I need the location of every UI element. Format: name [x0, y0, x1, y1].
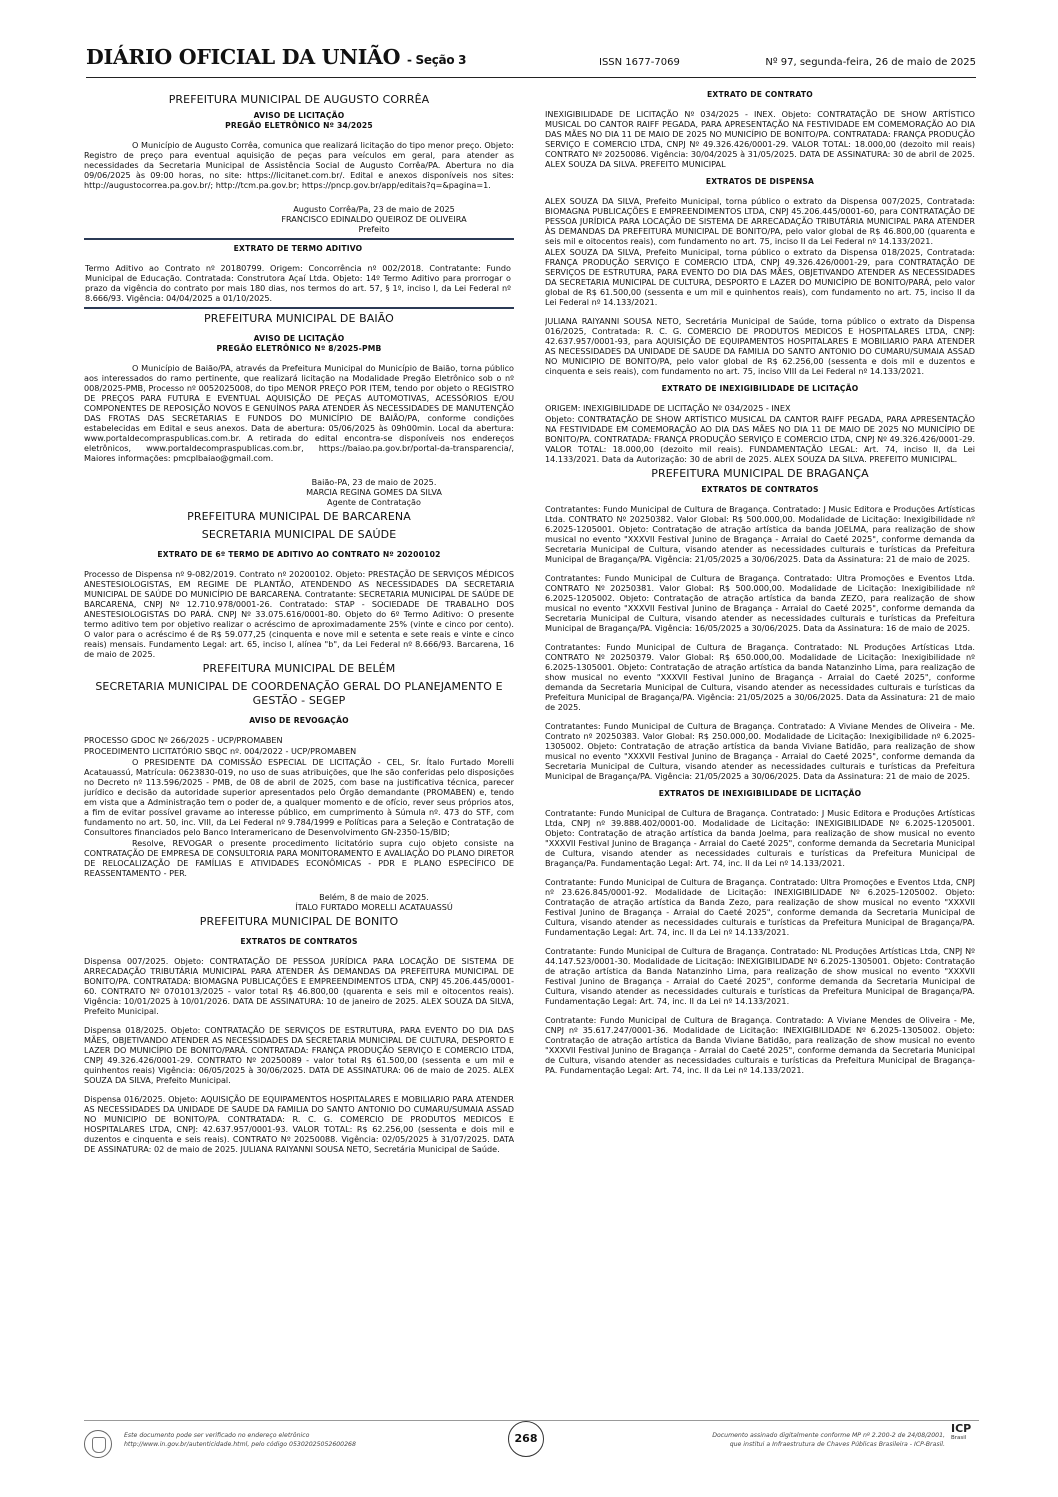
verification-line: Este documento pode ser verificado no endereço eletrônico [124, 1432, 310, 1439]
notice-body: Processo de Dispensa nº 9-082/2019. Contrato nº 20200102. Objeto: PRESTAÇÃO DE SERVIÇOS MÉDICOS ANESTESIOLOGISTAS, EM REGIME DE PLANTÃO, ATENDENDO AS NECESSIDADES DA SECRETARIA MUNICIPAL DE SAÚDE DO MUNICÍPIO DE BARCARENA. Contratante: SECRETARIA MUNICIPAL DE SAÚDE DE BARCARENA, CNPJ Nº 12.710.978/0001-26. Contratado: STAP - SOCIEDADE DE TRABALHO DOS ANESTESIOLOGISTAS DO PARÁ. CNPJ Nº 33.075.616/0001-80. Objeto do 6º Termo Aditivo: O presente termo aditivo tem por objetivo realizar o acréscimo de aproximadamente 25% (vinte e cinco por cento). O valor para o acréscimo é de R$ 59.077,25 (cinquenta e nove mil e setenta e sete reais e vinte e cinco reais) mensais. Fundamento Legal: art. 65, inciso I, alínea "b", da Lei Federal nº 8.666/93. Barcarena, 16 de maio de 2025. [84, 569, 514, 659]
notice-body: O PRESIDENTE DA COMISSÃO ESPECIAL DE LICITAÇÃO - CEL, Sr. Ítalo Furtado Morelli Acatauassú, Matrícula: 0623830-019, no uso de suas atribuições, que lhe são conferidas pelo disposições no Decreto nº 113.596/2025 - PMB, de 08 de abril de 2025, com base na justificativa técnica, parecer jurídico e decisão da autoridade superior apresentados pelo Órgão demandante (PROMABEN) e, tendo em vista que a Administração tem o poder de, a qualquer momento e de ofício, rever seus próprios atos, a fim de evitar possível gravame ao interesse público, em cumprimento à Súmula nº. 473 do STF, com fundamento no art. 50, inc. VIII, da Lei Federal nº 9.784/1999 e Políticas para a Seleção e Contratação de Consultores financiados pelo Banco Interamericano de Desenvolvimento GN-2350-15/BID; [84, 757, 514, 837]
contract-extract: Dispensa 016/2025. Objeto: AQUISIÇÃO DE EQUIPAMENTOS HOSPITALARES E MOBILIARIO PARA ATENDER AS NECESSIDADES DA UNIDADE DE SAUDE DA FAMILIA DO SANTO ANTONIO DO CUMARU/SUMAIA ASSAD NO MUNICIPIO DE BONITO/PA. CONTRATADA: R. C. G. COMERCIO DE PRODUTOS MEDICOS E HOSPITALARES LTDA, CNPJ: 42.637.957/0001-93. VALOR TOTAL: R$ 62.256,00 (sessenta e dois mil e duzentos e cinquenta e seis reais). CONTRATO Nº 20250088. Vigência: 02/05/2025 à 31/07/2025. DATA DE ASSINATURA: 02 de maio de 2025. JULIANA RAIYANNI SOUSA NETO, Secretária Municipal de Saúde. [84, 1094, 514, 1154]
notice-heading: EXTRATOS DE CONTRATOS [240, 937, 358, 946]
notice-heading: EXTRATO DE CONTRATO [707, 90, 813, 99]
extract-heading: EXTRATO DE TERMO ADITIVO [233, 244, 363, 253]
highlighted-extract [84, 238, 514, 309]
issn: ISSN 1677-7069 [599, 57, 680, 68]
signature-place-date: Augusto Corrêa/Pa, 23 de maio de 2025 [293, 204, 455, 214]
inexigibility-extract: Contratante: Fundo Municipal de Cultura de Bragança. Contratado: Ultra Promoções e Eventos Ltda, CNPJ nº 23.626.845/0001-92. Modalidade de Licitação: INEXIGIBILIDADE Nº 6.2025-1205002. Objeto: Contratação de atração artística da Banda Zezo, para realização de show musical no evento "XXXVII Festival Junino de Bragança - Arraial do Caeté 2025", conforme demanda da Secretaria Municipal de Cultura, visando atender as necessidades culturais e turísticas da Prefeitura Municipal de Bragança/PA. Fundamentação Legal: Art. 74, inc. II da Lei nº 14.133/2021. [545, 877, 975, 937]
right-column [545, 90, 975, 1415]
extract-body: Termo Aditivo ao Contrato nº 20180799. Origem: Concorrência nº 002/2018. Contratante: Fundo Municipal de Educação. Contratada: Construtora Açaí Ltda. Objeto: 14º Termo Aditivo para prorrogar o prazo da vigência do contrato por mais 180 dias, nos termos do art. 57, § 1º, inciso I, da Lei Federal nº 8.666/93. Vigência: 04/04/2025 a 01/10/2025. [85, 263, 511, 303]
notice-augusto-correa [84, 93, 514, 309]
page-footer [84, 1420, 979, 1464]
notice-heading: EXTRATO DE 6º TERMO DE ADITIVO AO CONTRATO Nº 20200102 [157, 550, 441, 559]
contract-extract: Dispensa 007/2025. Objeto: CONTRATAÇÃO DE PESSOA JURÍDICA PARA LOCAÇÃO DE SISTEMA DE ARRECADAÇÃO TRIBUTÁRIA MUNICIPAL PARA ATENDER ÀS DEMANDAS DA PREFEITURA MUNICIPAL DE BONITO/PA. CONTRATADA: BIOMAGNA PUBLICAÇÕES E EMPREENDIMENTOS LTDA, CNPJ 45.206.445/0001-60. CONTRATO Nº 0701013/2025 - valor total R$ 46.800,00 (quarenta e seis mil e oitocentos reais). Vigência: 10/01/2025 à 10/01/2026. DATA DE ASSINATURA: 10 de janeiro de 2025. ALEX SOUZA DA SILVA, Prefeito Municipal. [84, 956, 514, 1016]
notice-heading: EXTRATOS DE INEXIGIBILIDADE DE LICITAÇÃO [658, 789, 862, 798]
signature-place-date: Belém, 8 de maio de 2025. [319, 892, 429, 902]
masthead [86, 45, 976, 78]
inexigibility-extract: Contratante: Fundo Municipal de Cultura de Bragança. Contratado: J Music Editora e Produções Artísticas Ltda, CNPJ nº 39.888.402/0001-00. Modalidade de Licitação: INEXIGIBILIDADE Nº 6.2025-1205001. Objeto: Contratação de atração artística da banda Joelma, para realização de show musical no evento "XXXVII Festival Junino de Bragança - Arraial do Caeté 2025", conforme demanda da Secretaria Municipal de Cultura, visando atender as necessidades culturais e turísticas da Prefeitura Municipal de Bragança/Pa. Fundamentação Legal: Art. 74, inc. II da Lei nº 14.133/2021. [545, 808, 975, 868]
notice-braganca [545, 467, 975, 1075]
dispensa-extract: ALEX SOUZA DA SILVA, Prefeito Municipal, torna público o extrato da Dispensa 007/2025, Contratada: BIOMAGNA PUBLICAÇÕES E EMPREENDIMENTOS LTDA, CNPJ 45.206.445/0001-60, para CONTRATAÇÃO DE PESSOA JURÍDICA PARA LOCAÇÃO DE SISTEMA DE ARRECADAÇÃO TRIBUTÁRIA MUNICIPAL PARA ATENDER ÀS DEMANDAS DA PREFEITURA MUNICIPAL DE BONITO/PA, pelo valor global de R$ 46.800,00 (quarenta e seis mil e oitocentos reais), com fundamento no art. 75, inciso II da Lei Federal nº 14.133/2021. [545, 196, 975, 246]
signature-note-line: que institui a Infraestrutura de Chaves Públicas Brasileira - ICP-Brasil. [729, 1441, 945, 1448]
contract-extract: Contratantes: Fundo Municipal de Cultura de Bragança. Contratado: A Viviane Mendes de Oliveira - Me. Contrato nº 20250383. Valor Global: R$ 250.000,00. Modalidade de Licitação: Inexigibilidade nº 6.2025-1305002. Objeto: Contratação de atração artística da banda Viviane Batidão, para realização de show musical no evento "XXXVII Festival Junino de Bragança - Arraial do Caeté 2025", conforme demanda da Secretaria Municipal de Cultura, visando atender as necessidades culturais e turísticas da Prefeitura Municipal de Bragança/PA. Vigência: 21/05/2025 a 30/06/2025. Data da Assinatura: 21 de maio de 2025. [545, 721, 975, 781]
org-heading: PREFEITURA MUNICIPAL DE BAIÃO [204, 312, 394, 325]
org-heading: PREFEITURA MUNICIPAL DE BELÉM [202, 662, 396, 675]
contract-extract: Contratantes: Fundo Municipal de Cultura de Bragança. Contratado: Ultra Promoções e Eventos Ltda. CONTRATO Nº 20250381. Valor Global: R$ 500.000,00. Modalidade de Licitação: Inexigibilidade nº 6.2025-1205002. Objeto: Contratação de atração artística da banda ZEZO, para realização de show musical no evento "XXXVII Festival Junino de Bragança - Arraial do Caeté 2025", conforme demanda da Secretaria Municipal de Cultura, visando atender as necessidades culturais e turísticas da Prefeitura Municipal de Bragança/PA. Vigência: 16/05/2025 a 30/06/2025. Data da Assinatura: 16 de maio de 2025. [545, 573, 975, 633]
journal-title: DIÁRIO OFICIAL DA UNIÃO - Seção 3 [86, 45, 467, 69]
notice-baiao [84, 312, 514, 507]
signature-role: Prefeito [358, 224, 390, 234]
icp-brasil-logo [951, 1423, 979, 1459]
page-number: 268 [508, 1421, 544, 1457]
notice-heading: AVISO DE REVOGAÇÃO [249, 716, 349, 725]
contract-extract: Dispensa 018/2025. Objeto: CONTRATAÇÃO DE SERVIÇOS DE ESTRUTURA, PARA EVENTO DO DIA DAS MÃES, OBJETIVANDO ATENDER AS NECESSIDADES DA SECRETARIA MUNICIPAL DE CULTURA, DESPORTO E LAZER DO MUNICÍPIO DE BONITO/PARÁ. CONTRATADA: FRANÇA PRODUÇÃO SERVIÇO E COMERCIO LTDA, CNPJ 49.326.426/0001-29. CONTRATO Nº 20250089 - valor total R$ 61.500,00 (sessenta e um mil e quinhentos reais) Vigência: 06/05/2025 à 30/06/2025. DATA DE ASSINATURA: 06 de maio de 2025. ALEX SOUZA DA SILVA, Prefeito Municipal. [84, 1025, 514, 1085]
contract-extract: Contratantes: Fundo Municipal de Cultura de Bragança. Contratado: NL Produções Artísticas Ltda. CONTRATO Nº 20250379. Valor Global: R$ 650.000,00. Modalidade de Licitação: Inexigibilidade nº 6.2025-1305001. Objeto: Contratação de atração artística da banda Natanzinho Lima, para realização de show musical no evento "XXXVII Festival Junino de Bragança - Arraial do Caeté 2025", conforme demanda da Secretaria Municipal de Cultura, visando atender as necessidades culturais e turísticas da Prefeitura Municipal de Bragança/PA. Vigência: 21/05/2025 a 30/06/2025. Data da Assinatura: 21 de maio de 2025. [545, 642, 975, 712]
coat-of-arms-icon [84, 1430, 112, 1458]
icp-logo-text: ICP [951, 1422, 972, 1435]
notice-subheading: PREGÃO ELETRÔNICO Nº 8/2025-PMB [216, 344, 382, 353]
org-subheading: SECRETARIA MUNICIPAL DE COORDENAÇÃO GERAL DO PLANEJAMENTO E GESTÃO - SEGEP [95, 680, 503, 707]
notice-bonito [84, 915, 514, 1154]
notice-heading: EXTRATOS DE DISPENSA [705, 177, 815, 186]
signature-place-date: Baião-PA, 23 de maio de 2025. [311, 477, 437, 487]
notice-heading: AVISO DE LICITAÇÃO [253, 334, 345, 343]
org-heading: PREFEITURA MUNICIPAL DE BONITO [199, 915, 399, 928]
signature-note-line: Documento assinado digitalmente conforme MP nº 2.200-2 de 24/08/2001, [712, 1432, 945, 1439]
signature-name: MARCIA REGINA GOMES DA SILVA [306, 487, 442, 497]
contract-extract: Contratantes: Fundo Municipal de Cultura de Bragança. Contratado: J Music Editora e Produções Artísticas Ltda. CONTRATO Nº 20250382. Valor Global: R$ 500.000,00. Modalidade de Licitação: Inexigibilidade nº 6.2025-1205001. Objeto: Contratação de atração artística da banda JOELMA, para realização de show musical no evento "XXXVII Festival Junino de Bragança - Arraial do Caeté 2025", conforme demanda da Secretaria Municipal de Cultura, visando atender as necessidades culturais e turísticas da Prefeitura Municipal de Bragança/PA. Vigência: 21/05/2025 a 30/06/2025. Data da Assinatura: 21 de maio de 2025. [545, 504, 975, 564]
notice-heading: AVISO DE LICITAÇÃO [253, 111, 345, 120]
procedure-line: PROCEDIMENTO LICITATÓRIO SBQC nº. 004/2022 - UCP/PROMABEN [84, 746, 357, 756]
signature-name: ÍTALO FURTADO MORELLI ACATAUASSÚ [295, 902, 453, 912]
icp-logo-subtext: Brasil [951, 1435, 967, 1441]
notice-heading: EXTRATOS DE CONTRATOS [701, 485, 819, 494]
inexigibility-extract: Contratante: Fundo Municipal de Cultura de Bragança. Contratado: A Viviane Mendes de Oliveira - Me, CNPJ nº 35.617.247/0001-36. Modalidade de Licitação: INEXIGIBILIDADE Nº 6.2025-1305002. Objeto: Contratação de atração artística da Banda Viviane Batidão, para realização de show musical no evento "XXXVII Festival Junino de Bragança - Arraial do Caeté 2025", conforme demanda da Secretaria Municipal de Cultura, visando atender as necessidades culturais e turísticas da Prefeitura Municipal de Bragança-PA. Fundamentação Legal: Art. 74, inc. II da Lei nº 14.133/2021. [545, 1015, 975, 1075]
signature-block [234, 477, 514, 507]
signature-role: Agente de Contratação [327, 497, 421, 507]
dispensa-extract: JULIANA RAIYANNI SOUSA NETO, Secretária Municipal de Saúde, torna público o extrato da Dispensa 016/2025, Contratada: R. C. G. COMERCIO DE PRODUTOS MEDICOS E HOSPITALARES LTDA, CNPJ: 42.637.957/0001-93, para AQUISIÇÃO DE EQUIPAMENTOS HOSPITALARES E MOBILIARIO PARA ATENDER AS NECESSIDADES DA UNIDADE DE SAUDE DA FAMILIA DO SANTO ANTONIO DO CUMARU/SUMAIA ASSAD NO MUNICIPIO DE BONITO/PA, pelo valor global de R$ 62.256,00 (sessenta e dois mil e duzentos e cinquenta e seis reais), com fundamento no art. 75, inciso VIII da Lei Federal nº 14.133/2021. [545, 316, 975, 376]
notice-subheading: PREGÃO ELETRÔNICO Nº 34/2025 [225, 121, 373, 130]
left-column [84, 90, 514, 1415]
section-label: - Seção 3 [407, 53, 467, 67]
notice-body: O Município de Baião/PA, através da Prefeitura Municipal do Município de Baião, torna público aos interessados do ramo pertinente, que realizará licitação na Modalidade Pregão Eletrônico sob o nº 008/2025-PMB, Processo nº 0052025008, do tipo MENOR PREÇO POR ITEM, tendo por objeto o REGISTRO DE PREÇOS PARA FUTURA E EVENTUAL AQUISIÇÃO DE PEÇAS AUTOMOTIVAS, ACESSÓRIOS E/OU COMPONENTES DE REPOSIÇÃO NOVOS E GENUÍNOS PARA ATENDER ÀS NECESSIDADES DE MANUTENÇÃO DAS FROTAS DAS SECRETARIAS E FUNDOS DO MUNICÍPIO DE BAIÃO/PA, conforme condições estabelecidas em Edital e seus anexos. Data de abertura: 05/06/2025 às 09h00min. Local da abertura: www.portaldecompraspublicas.com.br. A retirada do edital encontra-se disponíveis nos endereços eletrônicos, www.portaldecompraspublicas.com.br, https://baiao.pa.gov.br/portal-da-transparencia/, Maiores informações: pmcplbaiao@gmail.com. [84, 363, 514, 463]
notice-barcarena [84, 510, 514, 659]
dispensa-extract: ALEX SOUZA DA SILVA, Prefeito Municipal, torna público o extrato da Dispensa 018/2025, Contratada: FRANÇA PRODUÇÃO SERVIÇO E COMERCIO LTDA, CNPJ 49.326.426/0001-29, para CONTRATAÇÃO DE SERVIÇOS DE ESTRUTURA, PARA EVENTO DO DIA DAS MÃES, OBJETIVANDO ATENDER AS NECESSIDADES DA SECRETARIA MUNICIPAL DE CULTURA, DESPORTO E LAZER DO MUNICÍPIO DE BONITO/PARÁ, pelo valor global de R$ 61.500,00 (sessenta e um mil e quinhentos reais), com fundamento no art. 75, inciso II da Lei Federal nº 14.133/2021. [545, 247, 975, 307]
inexigibility-extract: Contratante: Fundo Municipal de Cultura de Bragança. Contratado: NL Produções Artísticas Ltda, CNPJ Nº 44.147.523/0001-30. Modalidade de Licitação: INEXIGIBILIDADE Nº 6.2025-1305001. Objeto: Contratação de atração artística da Banda Natanzinho Lima, para realização de show musical no evento "XXXVII Festival Junino de Bragança - Arraial do Caeté 2025", conforme demanda da Secretaria Municipal de Cultura, visando atender as necessidades culturais e turísticas da Prefeitura Municipal de Bragança/PA. Fundamentação Legal: Art. 74, inc. II da Lei nº 14.133/2021. [545, 946, 975, 1006]
org-subheading: SECRETARIA MUNICIPAL DE SAÚDE [201, 528, 397, 541]
notice-resolution: Resolve, REVOGAR o presente procedimento licitatório supra cujo objeto consiste na CONTRATAÇÃO DE EMPRESA DE CONSULTORIA PARA MONITORAMENTO E AVALIAÇÃO DO PLANO DIRETOR DE RELOCALIZAÇÃO DE FAMÍLIAS E ATIVIDADES ECONÔMICAS - PDR E PLANO ESPECÍFICO DE REASSENTAMENTO - PER. [84, 838, 514, 878]
notice-bonito-continued [545, 90, 975, 464]
digital-signature-note [712, 1431, 945, 1449]
signature-block [234, 892, 514, 912]
signature-name: FRANCISCO EDINALDO QUEIROZ DE OLIVEIRA [281, 214, 467, 224]
contract-extract: INEXIGIBILIDADE DE LICITAÇÃO Nº 034/2025 - INEX. Objeto: CONTRATAÇÃO DE SHOW ARTÍSTICO MUSICAL DO CANTOR RAIFF PEGADA, PARA APRESENTAÇÃO NA FESTIVIDADE EM COMEMORAÇÃO AO DIA DAS MÃES NO DIA 11 DE MAIO DE 2025 NO MUNICÍPIO DE BONITO/PA. CONTRATADA: FRANÇA PRODUÇÃO SERVIÇO E COMERCIO LTDA, CNPJ Nº 49.326.426/0001-29. VALOR TOTAL: 18.000,00 (dezoito mil reais) CONTRATO Nº 20250086. Vigência: 30/04/2025 à 31/05/2025. DATA DE ASSINATURA: 30 de abril de 2025. ALEX SOUZA DA SILVA. PREFEITO MUNICIPAL [545, 109, 975, 169]
origin-line: ORIGEM: INEXIGIBILIDADE DE LICITAÇÃO Nº 034/2025 - INEX [545, 403, 791, 413]
issue-date: Nº 97, segunda-feira, 26 de maio de 2025 [765, 57, 976, 68]
verification-link[interactable]: http://www.in.gov.br/autenticidade.html, pelo código 05302025052600268 [124, 1441, 356, 1448]
org-heading: PREFEITURA MUNICIPAL DE BRAGANÇA [651, 467, 869, 480]
notice-belem [84, 662, 514, 912]
org-heading: PREFEITURA MUNICIPAL DE AUGUSTO CORRÊA [168, 93, 430, 106]
verification-note [124, 1431, 356, 1449]
notice-body: O Município de Augusto Corrêa, comunica que realizará licitação do tipo menor preço. Objeto: Registro de preço para eventual aquisição de peças para veículos em geral, para atender as necessidades da Secretaria Municipal de Assistência Social de Augusto Corrêa/PA. Abertura no dia 09/06/2025 às 09:00 horas, no site: https://licitanet.com.br/. Edital e anexos disponíveis nos sites: http://augustocorrea.pa.gov.br/; http://tcm.pa.gov.br; https://pncp.gov.br/app/editais?q=&pagina=1. [84, 140, 514, 190]
signature-block [234, 204, 514, 234]
process-line: PROCESSO GDOC Nº 266/2025 - UCP/PROMABEN [84, 735, 283, 745]
org-heading: PREFEITURA MUNICIPAL DE BARCARENA [187, 510, 411, 523]
inexigibility-extract: Objeto: CONTRATAÇÃO DE SHOW ARTÍSTICO MUSICAL DA CANTOR RAIFF PEGADA, PARA APRESENTAÇÃO NA FESTIVIDADE EM COMEMORAÇÃO AO DIA DAS MÃES NO DIA 11 DE MAIO DE 2025 NO MUNICÍPIO DE BONITO/PA. CONTRATADA: FRANÇA PRODUÇÃO SERVIÇO E COMERCIO LTDA, CNPJ Nº 49.326.426/0001-29. VALOR TOTAL: 18.000,00 (dezoito mil reais). FUNDAMENTAÇÃO LEGAL: Art. 74, inciso II, da Lei 14.133/2021. Data da Autorização: 30 de abril de 2025. ALEX SOUZA DA SILVA. PREFEITO MUNICIPAL. [545, 414, 975, 464]
notice-heading: EXTRATO DE INEXIGIBILIDADE DE LICITAÇÃO [661, 384, 859, 393]
